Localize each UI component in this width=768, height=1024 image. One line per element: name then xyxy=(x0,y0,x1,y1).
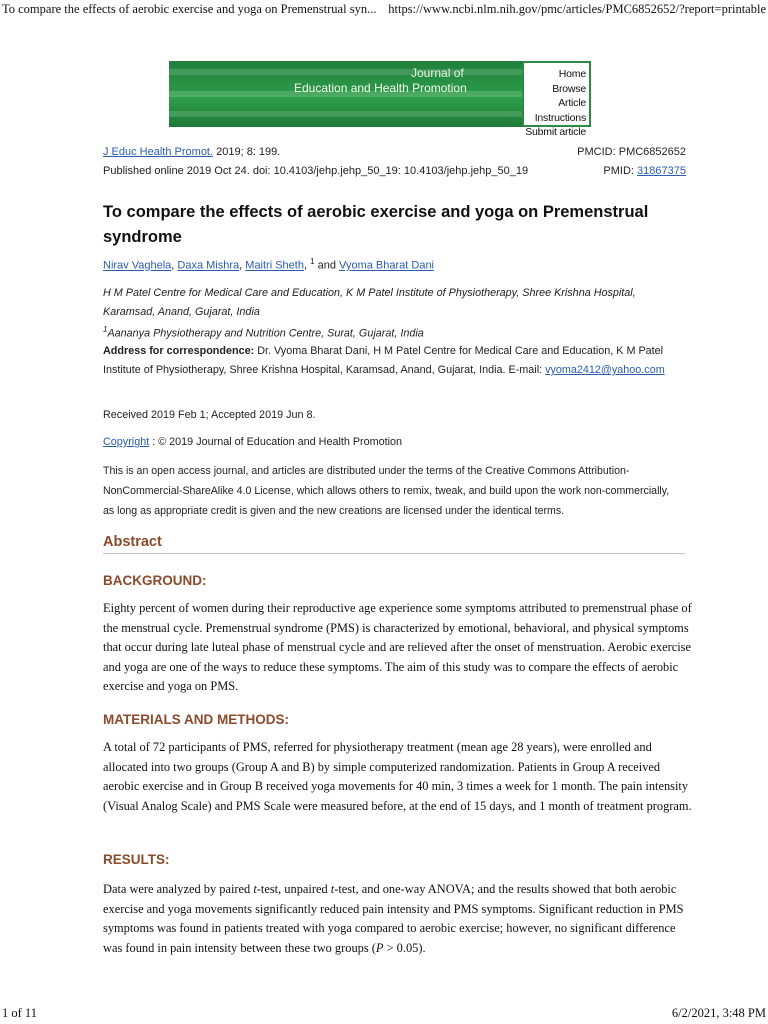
print-datetime: 6/2/2021, 3:48 PM xyxy=(671,1006,766,1020)
results-paragraph: Data were analyzed by paired t-test, unpaired t-test, and one-way ANOVA; and the results showed that both aerobic exercise and yoga movements significantly reduced pain intensity and PMS symptoms. Significant reduction in PMS symptoms was found in patients treated with yoga compared to aerobic exercise; however, no significant difference was found in pain intensity between these two groups (P > 0.05). xyxy=(103,882,684,955)
banner-journal-line1: Journal of xyxy=(411,66,464,80)
banner-journal-line2: Education and Health Promotion xyxy=(294,81,467,95)
citation-line xyxy=(103,146,280,158)
nav-submit-article[interactable]: Submit article xyxy=(525,126,586,138)
pmid xyxy=(603,165,686,177)
methods-paragraph: A total of 72 participants of PMS, referred for physiotherapy treatment (mean age 28 years), were enrolled and allocated into two groups (Group A and B) by simple computerized randomization. Patients in Group A received aerobic exercise and in Group B received yoga movements for 40 min, 3 times a week for 1 month. The pain intensity (Visual Analog Scale) and PMS Scale were measured before, at the end of 15 days, and 1 month of treatment program. xyxy=(103,740,692,813)
correspondence-label: Address for correspondence: xyxy=(103,345,255,357)
email-link[interactable]: vyoma2412@yahoo.com xyxy=(545,364,665,376)
article-title: To compare the effects of aerobic exercise and yoga on Premenstrual syndrome xyxy=(103,203,649,246)
copyright-link[interactable]: Copyright xyxy=(103,436,150,448)
methods-heading: MATERIALS AND METHODS: xyxy=(103,712,289,727)
journal-link[interactable]: J Educ Health Promot. xyxy=(103,146,214,158)
author-affil-sup: 1 xyxy=(310,257,315,266)
background-paragraph: Eighty percent of women during their reproductive age experience some symptoms attributed to premenstrual phase of the menstrual cycle. Premenstrual syndrome (PMS) is characterized by emotional, behavioral, and physical symptoms that occur during late luteal phase of menstrual cycle and are relieved after the onset of menstruation. Aerobic exercise and yoga are one of the ways to reduce these symptoms. The aim of this study was to compare the effects of aerobic exercise and yoga on PMS. xyxy=(103,601,692,694)
author-list: Nirav Vaghela, Daxa Mishra, Maitri Sheth, $^1$ and Vyoma Bharat Dani xyxy=(103,257,435,272)
author-link[interactable]: Nirav Vaghela xyxy=(103,259,172,272)
background-heading: BACKGROUND: xyxy=(103,573,207,588)
author-link[interactable]: Maitri Sheth xyxy=(245,259,304,272)
journal-banner xyxy=(169,61,591,138)
results-heading: RESULTS: xyxy=(103,852,170,867)
copyright-text: : © 2019 Journal of Education and Health Promotion xyxy=(149,436,403,448)
print-url: https://www.ncbi.nlm.nih.gov/pmc/articles/PMC6852652/?report=printable xyxy=(388,2,766,16)
pmid-label: PMID: xyxy=(603,165,638,177)
affiliation-1: $^1$Aananya Physiotherapy and Nutrition Centre, Surat, Gujarat, India xyxy=(103,325,424,340)
pmid-link[interactable]: 31867375 xyxy=(637,165,686,177)
nav-home[interactable]: Home xyxy=(558,68,586,80)
affiliations xyxy=(103,284,683,343)
author-link[interactable]: Vyoma Bharat Dani xyxy=(339,259,435,272)
banner-nav xyxy=(522,61,591,138)
author-sep: , xyxy=(303,259,311,272)
copyright-line xyxy=(103,436,402,448)
print-page-number: 1 of 11 xyxy=(2,1006,37,1020)
abstract-heading: Abstract xyxy=(103,534,685,554)
citation-rest: 2019; 8: 199. xyxy=(213,146,281,158)
nav-instructions[interactable]: Instructions xyxy=(534,111,586,124)
received-dates: Received 2019 Feb 1; Accepted 2019 Jun 8. xyxy=(103,409,316,421)
correspondence xyxy=(103,342,683,380)
print-page-title: To compare the effects of aerobic exercise and yoga on Premenstrual syn... xyxy=(2,2,377,16)
author-link[interactable]: Daxa Mishra xyxy=(177,259,240,272)
print-footer xyxy=(2,1002,766,1024)
banner-logo xyxy=(169,61,522,127)
affiliation-main: H M Patel Centre for Medical Care and Education, K M Patel Institute of Physiotherapy, Shree Krishna Hospital, Karamsad, Anand, Gujarat, India xyxy=(103,287,636,318)
license-text: This is an open access journal, and articles are distributed under the terms of the Creative Commons Attribution-NonCommercial-ShareAlike 4.0 License, which allows others to remix, tweak, and build upon the work non-commercially, as long as appropriate credit is given and the new creations are licensed under the identical terms. xyxy=(103,465,670,517)
correspondence-text: Dr. Vyoma Bharat Dani, H M Patel Centre for Medical Care and Education, K M Patel Institute of Physiotherapy, Shree Krishna Hospital, Karamsad, Anand, Gujarat, India. E-mail: xyxy=(103,345,664,376)
pmcid: PMCID: PMC6852652 xyxy=(577,146,686,158)
published-line: Published online 2019 Oct 24. doi: 10.4103/jehp.jehp_50_19: 10.4103/jehp.jehp_50_19 xyxy=(103,165,529,177)
author-and: and xyxy=(314,259,340,272)
nav-browse-article[interactable]: Browse Article xyxy=(552,82,586,109)
